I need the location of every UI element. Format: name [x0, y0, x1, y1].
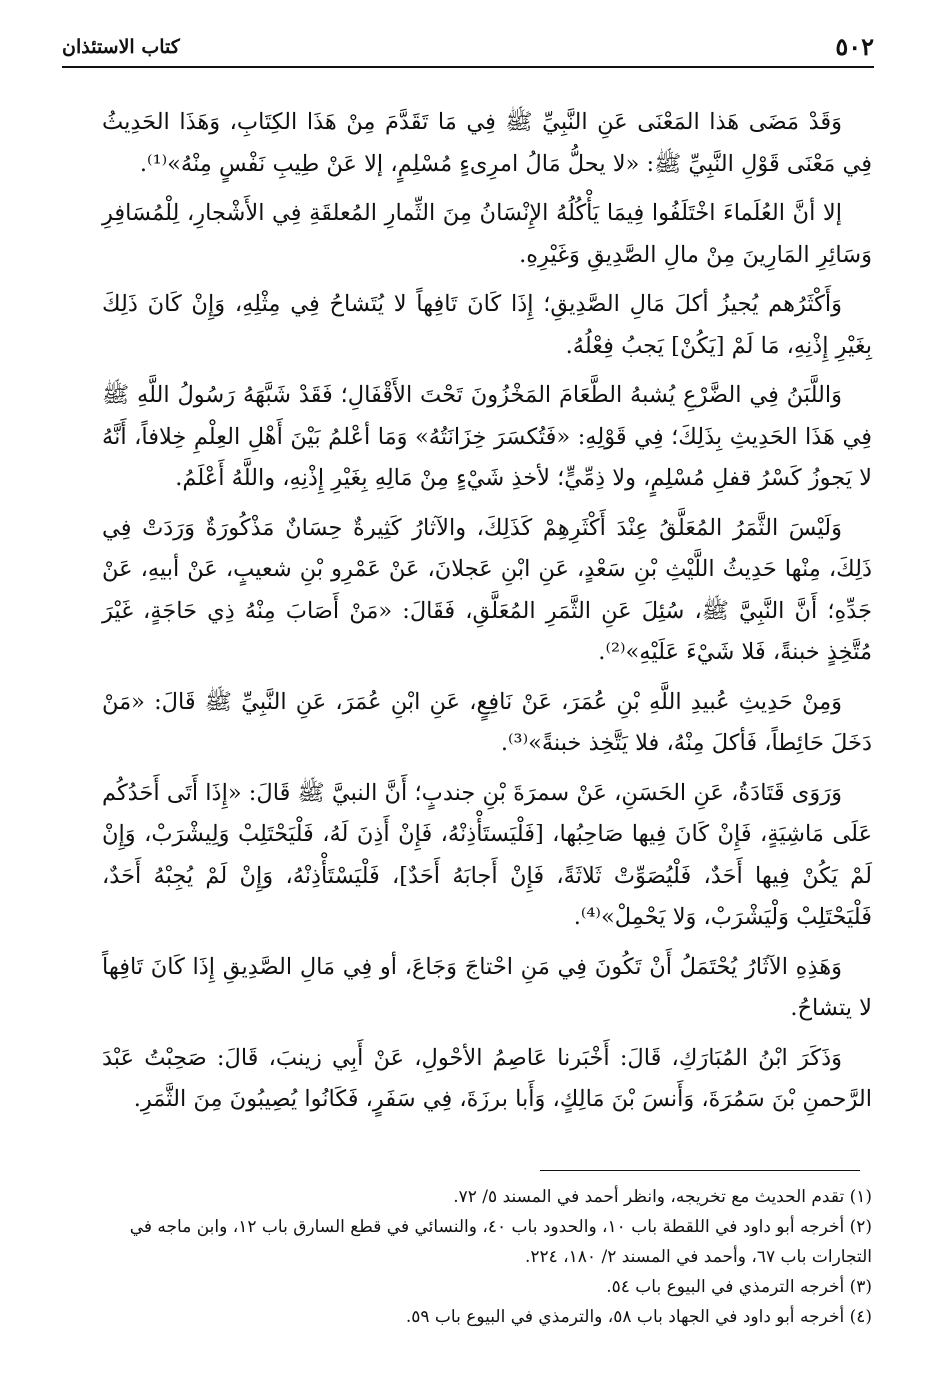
page-header	[62, 30, 874, 70]
paragraph: وَذَكَرَ ابْنُ المُبَارَكِ، قَالَ: أَخْبَرنا عَاصِمُ الأحْولِ، عَنْ أَبِي زينبَ، قَالَ: صَحِبْتُ عَبْدَ الرَّحمنِ بْنَ سَمُرَةَ، وَأَنسَ بْنَ مَالِكٍ، وَأَبا برزَةَ، فِي سَفَرٍ، فَكَانُوا يُصِيبُونَ مِنَ الثَّمَرِ.	[102, 1044, 872, 1112]
footnote: (٤) أخرجه أبو داود في الجهاد باب ٥٨، والترمذي في البيوع باب ٥٩.	[405, 1307, 872, 1327]
paragraph: وَهَذِهِ الآثَارُ يُحْتَمَلُ أَنْ تَكُونَ فِي مَنِ احْتاجَ وَجَاعَ، أو فِي مَالِ الصَّدِيقِ إِذَا كَانَ تَافِهاً لا يتشاحُ.	[102, 953, 872, 1021]
footnote-divider	[540, 1170, 860, 1171]
paragraph: وَمِنْ حَدِيثِ عُبيدِ اللَّهِ بْنِ عُمَرَ، عَنْ نَافِعٍ، عَنِ ابْنِ عُمَرَ، عَنِ النَّبِيِّ ﷺ قَالَ: «مَنْ دَخَلَ حَائِطاً، فَأكلَ مِنْهُ، فلا يَتَّخِذ خبنةً»⁽³⁾.	[102, 688, 872, 756]
main-text	[102, 102, 872, 1129]
paragraph: وَأَكْثَرُهم يُجيزُ أكلَ مَالِ الصَّدِيقِ؛ إِذَا كَانَ تَافِهاً لا يُتَشاحُ فِي مِثْلِهِ، وَإِنْ كَانَ ذَلِكَ بِغَيْرِ إِذْنِهِ، مَا لَمْ [يَكُنْ] يَجبُ فِعْلُهُ.	[102, 291, 872, 359]
paragraph: وَقَدْ مَضَى هَذا المَعْنَى عَنِ النَّبِيِّ ﷺ فِي مَا تَقَدَّمَ مِنْ هَذَا الكِتَابِ، وَهَذَا الحَدِيثُ فِي مَعْنَى قَوْلِ النَّبِيِّ ﷺ: «لا يحلُّ مَالُ امرِىءٍ مُسْلِمٍ، إلا عَنْ طِيبِ نَفْسٍ مِنْهُ»⁽¹⁾.	[102, 109, 872, 177]
footnote: (٣) أخرجه الترمذي في البيوع باب ٥٤.	[606, 1277, 872, 1297]
paragraph: وَلَيْسَ الثَّمَرُ المُعَلَّقُ عِنْدَ أَكْثَرِهِمْ كَذَلِكَ، والآثارُ كَثِيرةٌ حِسَانٌ مَذْكُورَةٌ وَرَدَتْ فِي ذَلِكَ، مِنْها حَدِيثُ اللَّيْثِ بْنِ سَعْدٍ، عَنِ ابْنِ عَجلانَ، عَنْ عَمْرِو بْنِ شعيبٍ، عَنْ أبيهِ، عَنْ جَدِّهِ؛ أَنَّ النَّبِيَّ ﷺ، سُئِلَ عَنِ الثَّمَرِ المُعَلَّقِ، فَقَالَ: «مَنْ أَصَابَ مِنْهُ ذِي حَاجَةٍ، غَيْرَ مُتَّخِذٍ خبنةً، فَلا شَيْءَ عَلَيْهِ»⁽²⁾.	[102, 514, 872, 665]
footnote: (١) تقدم الحديث مع تخريجه، وانظر أحمد في المسند ٥/ ٧٢.	[453, 1187, 872, 1207]
page-number: ٥٠٢	[835, 32, 874, 61]
paragraph: إلا أنَّ العُلَماءَ اخْتَلَفُوا فِيمَا يَأْكُلُهُ الإِنْسَانُ مِنَ الثِّمارِ المُعلقَةِ فِي الأَشْجارِ، لِلْمُسَافِرِ وَسَائِرِ المَارِينَ مِنْ مالِ الصَّدِيقِ وَغَيْرِهِ.	[102, 200, 872, 268]
footnote: (٢) أخرجه أبو داود في اللقطة باب ١٠، والحدود باب ٤٠، والنسائي في قطع السارق باب ١٢، وابن ماجه في التجارات باب ٦٧، وأحمد في المسند ٢/ ١٨٠، ٢٢٤.	[129, 1217, 872, 1267]
paragraph: وَرَوَى قَتَادَةُ، عَنِ الحَسَنِ، عَنْ سمرَةَ بْنِ جندبٍ؛ أَنَّ النبيَّ ﷺ قَالَ: «إِذَا أَتَى أَحَدُكُم عَلَى مَاشِيَةٍ، فَإِنْ كَانَ فِيها صَاحِبُها، [فَلْيَستَأْذِنْهُ، فَإِنْ أَذِنَ لَهُ، فَلْيَحْتَلِبْ وَلِيشْرَبْ، وَإِنْ لَمْ يَكُنْ فِيها أَحَدٌ، فَلْيُصَوِّتْ ثَلاثَةً، فَإِنْ أَجابَهُ أَحَدٌ]، فَلْيَسْتَأْذِنْهُ، وَإِنْ لَمْ يُجِبْهُ أَحَدٌ، فَلْيَحْتَلِبْ وَلْيَشْرَبْ، وَلا يَحْمِلْ»⁽⁴⁾.	[102, 779, 872, 930]
header-divider	[62, 66, 874, 68]
chapter-title: كتاب الاستئذان	[62, 36, 180, 58]
footnotes	[102, 1182, 872, 1332]
paragraph: وَاللَّبَنُ فِي الضَّرْعِ يُشبهُ الطَّعَامَ المَخْزُونَ تَحْتَ الأَقْفَالِ؛ فَقَدْ شَبَّهَهُ رَسُولُ اللَّهِ ﷺ فِي هَذَا الحَدِيثِ بِذَلِكَ؛ فِي قَوْلِهِ: «فَتُكسَرَ خِزَانَتُهُ» وَمَا أعْلمُ بَيْنَ أَهْلِ العِلْمِ خِلافاً، أَنَّهُ لا يَجوزُ كَسْرُ قفلِ مُسْلِمٍ، ولا ذِمِّيٍّ؛ لأخذِ شَيْءٍ مِنْ مَالِهِ بِغَيْرِ إِذْنِهِ، واللَّهُ أَعْلَمُ.	[102, 382, 872, 491]
